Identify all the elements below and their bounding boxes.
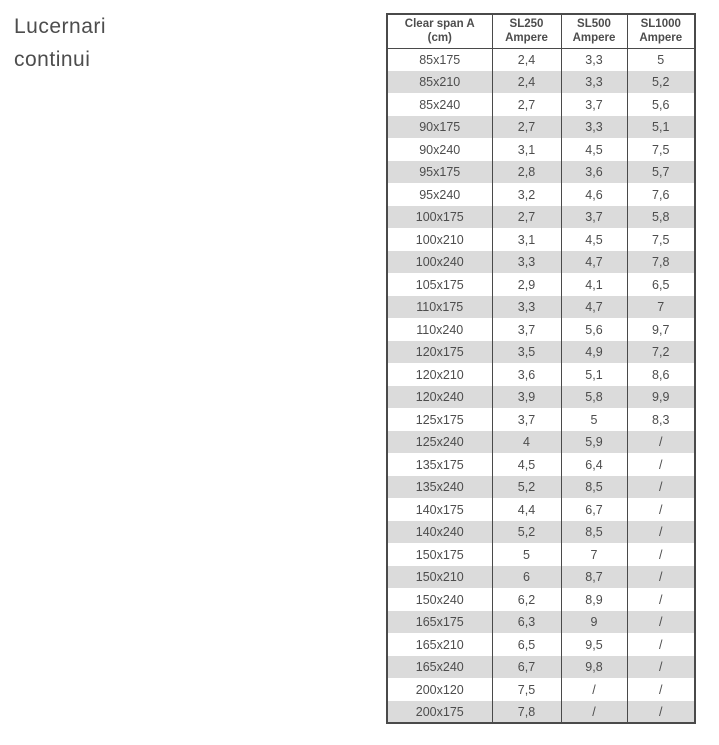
table-row (387, 228, 695, 251)
table-row (387, 633, 695, 656)
sl500-cell: 5 (561, 408, 627, 431)
sl500-cell: 9,5 (561, 633, 627, 656)
page-title-line-2: continui (14, 48, 91, 71)
sl250-cell: 6,7 (492, 656, 561, 679)
span-cell: 95x240 (419, 187, 461, 202)
sl500-cell: 8,5 (561, 521, 627, 544)
span-cell: 135x240 (415, 480, 464, 494)
span-cell: 140x175 (415, 502, 464, 517)
table-row (387, 656, 695, 679)
table-row (387, 318, 695, 341)
header-clear-span-line1: Clear span A (404, 18, 475, 30)
sl1000-cell: / (627, 633, 695, 656)
span-cell: 165x210 (415, 637, 464, 652)
sl250-cell: 3,3 (492, 251, 561, 274)
span-cell: 150x240 (415, 592, 464, 607)
span-cell: 105x175 (415, 277, 464, 292)
table-row (387, 93, 695, 116)
sl250-cell: 5,2 (492, 521, 561, 544)
sl250-cell: 3,1 (492, 228, 561, 251)
table-row (387, 611, 695, 634)
sl500-cell: 4,9 (561, 341, 627, 364)
sl250-cell: 4,4 (492, 498, 561, 521)
sl1000-cell: 7,6 (627, 183, 695, 206)
span-cell: 150x210 (415, 570, 464, 584)
table-row (387, 566, 695, 589)
sl500-cell: 4,5 (561, 228, 627, 251)
page-title-line-1: Lucernari (14, 15, 107, 38)
sl500-cell: 3,6 (561, 161, 627, 184)
span-cell: 120x210 (415, 367, 464, 382)
sl250-cell: 2,4 (492, 48, 561, 71)
sl1000-cell: 9,7 (627, 318, 695, 341)
clear-span-amperage-table (386, 13, 696, 724)
table-row (387, 251, 695, 274)
table-row (387, 341, 695, 364)
table-header (387, 14, 695, 48)
sl250-cell: 6,5 (492, 633, 561, 656)
sl500-cell: 4,1 (561, 273, 627, 296)
sl500-cell: 6,7 (561, 498, 627, 521)
sl500-cell: 9,8 (561, 656, 627, 679)
sl1000-cell: / (627, 701, 695, 724)
sl250-cell: 6,2 (492, 588, 561, 611)
header-sl1000-line2: Ampere (639, 32, 683, 45)
span-cell: 125x175 (415, 412, 464, 427)
span-cell: 150x175 (415, 547, 464, 562)
table-row (387, 431, 695, 454)
sl1000-cell: / (627, 498, 695, 521)
header-row (387, 14, 695, 48)
header-sl250-line2: Ampere (505, 32, 548, 45)
sl500-cell: 3,7 (561, 93, 627, 116)
page-title (14, 10, 106, 76)
sl1000-cell: / (627, 543, 695, 566)
table-row (387, 453, 695, 476)
sl500-cell: 9 (561, 611, 627, 634)
sl500-cell: 4,5 (561, 138, 627, 161)
span-cell: 165x175 (415, 615, 464, 629)
sl1000-cell: / (627, 611, 695, 634)
table-row (387, 161, 695, 184)
sl250-cell: 4 (492, 431, 561, 454)
span-cell: 110x175 (416, 300, 464, 314)
table-row (387, 183, 695, 206)
sl1000-cell: 7,2 (627, 341, 695, 364)
header-sl1000 (627, 14, 695, 48)
sl250-cell: 7,5 (492, 678, 561, 701)
header-sl500-line1: SL500 (577, 18, 611, 30)
table-row (387, 71, 695, 94)
sl500-cell: 5,6 (561, 318, 627, 341)
span-cell: 95x175 (419, 165, 461, 179)
header-clear-span (387, 14, 492, 48)
table-row (387, 678, 695, 701)
sl500-cell: 4,7 (561, 296, 627, 319)
sl250-cell: 2,9 (492, 273, 561, 296)
sl500-cell: / (561, 701, 627, 724)
sl250-cell: 2,4 (492, 71, 561, 94)
sl250-cell: 5 (492, 543, 561, 566)
sl1000-cell: / (627, 588, 695, 611)
header-sl250 (492, 14, 561, 48)
sl250-cell: 2,8 (492, 161, 561, 184)
sl250-cell: 2,7 (492, 93, 561, 116)
sl1000-cell: 7,5 (627, 228, 695, 251)
sl500-cell: 3,7 (561, 206, 627, 229)
sl500-cell: 3,3 (561, 71, 627, 94)
span-cell: 110x240 (416, 322, 464, 337)
span-cell: 165x240 (415, 660, 464, 674)
sl250-cell: 3,1 (492, 138, 561, 161)
span-cell: 200x120 (415, 682, 464, 697)
sl1000-cell: / (627, 678, 695, 701)
sl1000-cell: 7,5 (627, 138, 695, 161)
span-cell: 90x240 (419, 142, 461, 157)
table-row (387, 273, 695, 296)
sl500-cell: 8,5 (561, 476, 627, 499)
span-cell: 140x240 (415, 525, 464, 539)
sl1000-cell: 5,8 (627, 206, 695, 229)
table-row (387, 476, 695, 499)
span-cell: 100x210 (415, 232, 464, 247)
sl1000-cell: / (627, 656, 695, 679)
sl500-cell: 5,8 (561, 386, 627, 409)
sl500-cell: 7 (561, 543, 627, 566)
sl500-cell: 5,9 (561, 431, 627, 454)
sl500-cell: 3,3 (561, 48, 627, 71)
sl250-cell: 3,2 (492, 183, 561, 206)
sl1000-cell: 8,3 (627, 408, 695, 431)
table-row (387, 296, 695, 319)
sl1000-cell: / (627, 476, 695, 499)
table-row (387, 386, 695, 409)
span-cell: 85x240 (419, 97, 461, 112)
sl500-cell: / (561, 678, 627, 701)
table-body (387, 48, 695, 723)
span-cell: 100x175 (415, 210, 464, 224)
sl1000-cell: 5 (627, 48, 695, 71)
sl1000-cell: 5,7 (627, 161, 695, 184)
sl250-cell: 7,8 (492, 701, 561, 724)
sl250-cell: 3,7 (492, 408, 561, 431)
span-cell: 100x240 (415, 255, 464, 269)
header-sl1000-line1: SL1000 (640, 18, 681, 30)
sl250-cell: 3,6 (492, 363, 561, 386)
sl250-cell: 2,7 (492, 116, 561, 139)
span-cell: 90x175 (419, 120, 461, 134)
table-row (387, 116, 695, 139)
sl1000-cell: 9,9 (627, 386, 695, 409)
sl1000-cell: 5,2 (627, 71, 695, 94)
table-row (387, 521, 695, 544)
header-sl500 (561, 14, 627, 48)
sl250-cell: 4,5 (492, 453, 561, 476)
sl250-cell: 2,7 (492, 206, 561, 229)
sl250-cell: 3,9 (492, 386, 561, 409)
sl250-cell: 3,7 (492, 318, 561, 341)
table-row (387, 363, 695, 386)
table-row (387, 408, 695, 431)
sl250-cell: 3,5 (492, 341, 561, 364)
sl1000-cell: 6,5 (627, 273, 695, 296)
sl500-cell: 8,7 (561, 566, 627, 589)
table-row (387, 48, 695, 71)
sl1000-cell: / (627, 431, 695, 454)
sl500-cell: 4,6 (561, 183, 627, 206)
span-cell: 85x210 (419, 75, 461, 89)
sl500-cell: 6,4 (561, 453, 627, 476)
sl250-cell: 3,3 (492, 296, 561, 319)
span-cell: 85x175 (419, 52, 461, 67)
sl1000-cell: / (627, 521, 695, 544)
span-cell: 135x175 (415, 457, 464, 472)
sl1000-cell: 8,6 (627, 363, 695, 386)
header-sl500-line2: Ampere (572, 32, 616, 45)
header-clear-span-line2: (cm) (427, 32, 452, 45)
table-row (387, 543, 695, 566)
span-cell: 120x240 (415, 390, 464, 404)
table-row (387, 206, 695, 229)
sl500-cell: 4,7 (561, 251, 627, 274)
sl250-cell: 6 (492, 566, 561, 589)
sl250-cell: 5,2 (492, 476, 561, 499)
sl1000-cell: 5,1 (627, 116, 695, 139)
table-row (387, 701, 695, 724)
sl250-cell: 6,3 (492, 611, 561, 634)
sl500-cell: 5,1 (561, 363, 627, 386)
sl1000-cell: 7,8 (627, 251, 695, 274)
sl500-cell: 3,3 (561, 116, 627, 139)
sl500-cell: 8,9 (561, 588, 627, 611)
span-cell: 200x175 (415, 704, 464, 719)
table-row (387, 138, 695, 161)
sl1000-cell: 7 (627, 296, 695, 319)
span-cell: 125x240 (415, 435, 464, 449)
table-row (387, 498, 695, 521)
header-sl250-line1: SL250 (509, 18, 544, 30)
sl1000-cell: 5,6 (627, 93, 695, 116)
span-cell: 120x175 (415, 345, 464, 359)
sl1000-cell: / (627, 453, 695, 476)
sl1000-cell: / (627, 566, 695, 589)
table-row (387, 588, 695, 611)
